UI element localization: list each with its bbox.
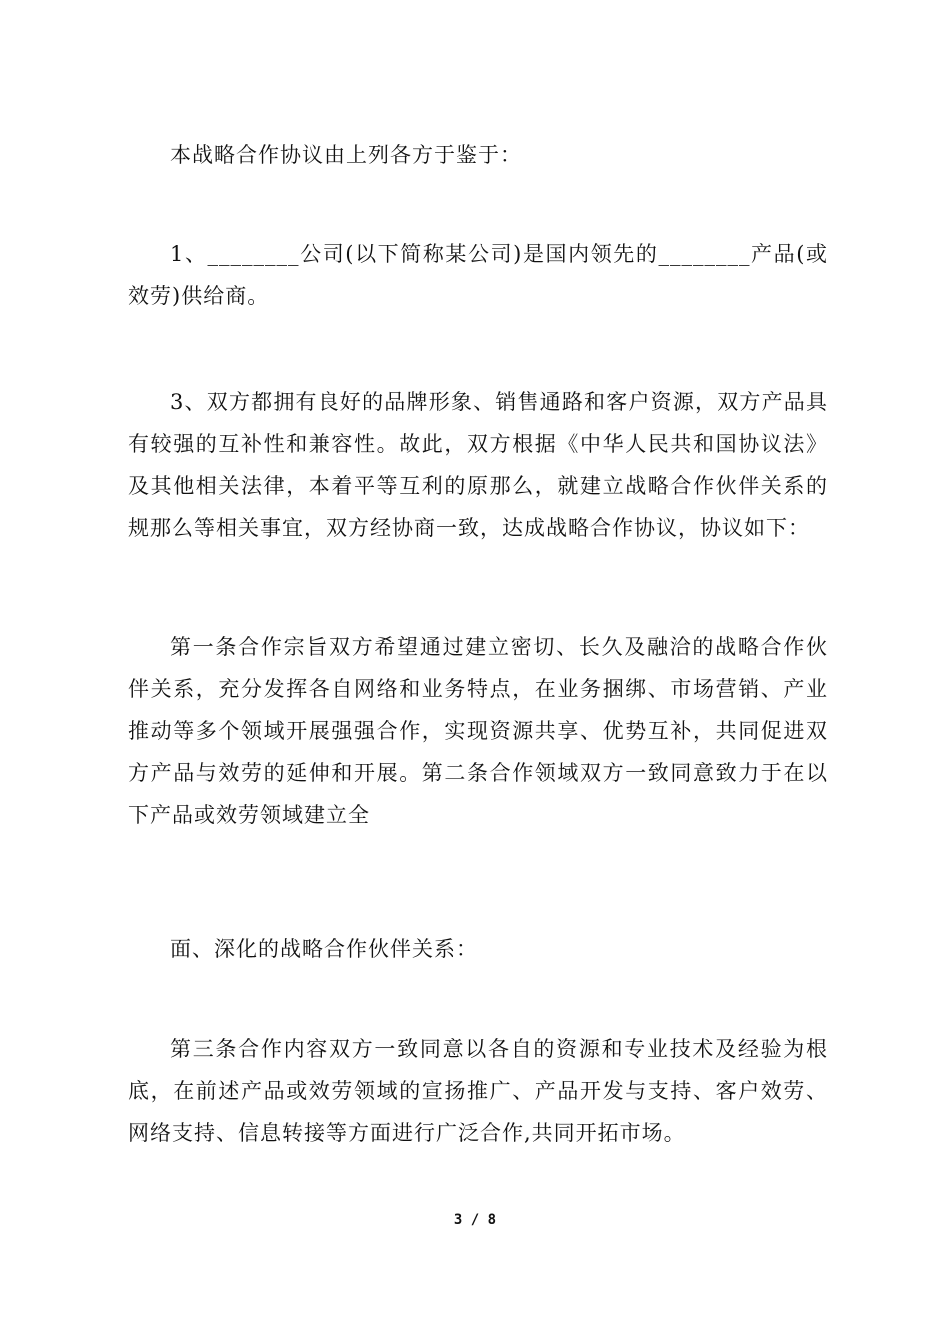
paragraph-article-3: 第三条合作内容双方一致同意以各自的资源和专业技术及经验为根底，在前述产品或效劳领域的宣扬推广、产品开发与支持、客户效劳、网络支持、信息转接等方面进行广泛合作,共同开拓市场。 — [128, 1037, 828, 1145]
paragraph-continuation: 面、深化的战略合作伙伴关系： — [170, 937, 478, 961]
page-number: 3 / 8 — [453, 1212, 497, 1228]
paragraph-item-1: 1、________公司(以下简称某公司)是国内领先的________产品(或效劳)供给商。 — [128, 242, 828, 308]
paragraph-article-1: 第一条合作宗旨双方希望通过建立密切、长久及融洽的战略合作伙伴关系，充分发挥各自网络和业务特点，在业务捆绑、市场营销、产业推动等多个领域开展强强合作，实现资源共享、优势互补，共同促进双方产品与效劳的延伸和开展。第二条合作领域双方一致同意致力于在以下产品或效劳领域建立全 — [128, 635, 828, 827]
paragraph-item-3: 3、双方都拥有良好的品牌形象、销售通路和客户资源，双方产品具有较强的互补性和兼容性。故此，双方根据《中华人民共和国协议法》及其他相关法律，本着平等互利的原那么，就建立战略合作伙伴关系的规那么等相关事宜，双方经协商一致，达成战略合作协议，协议如下： — [128, 390, 828, 540]
paragraph-intro: 本战略合作协议由上列各方于鉴于： — [170, 143, 522, 167]
